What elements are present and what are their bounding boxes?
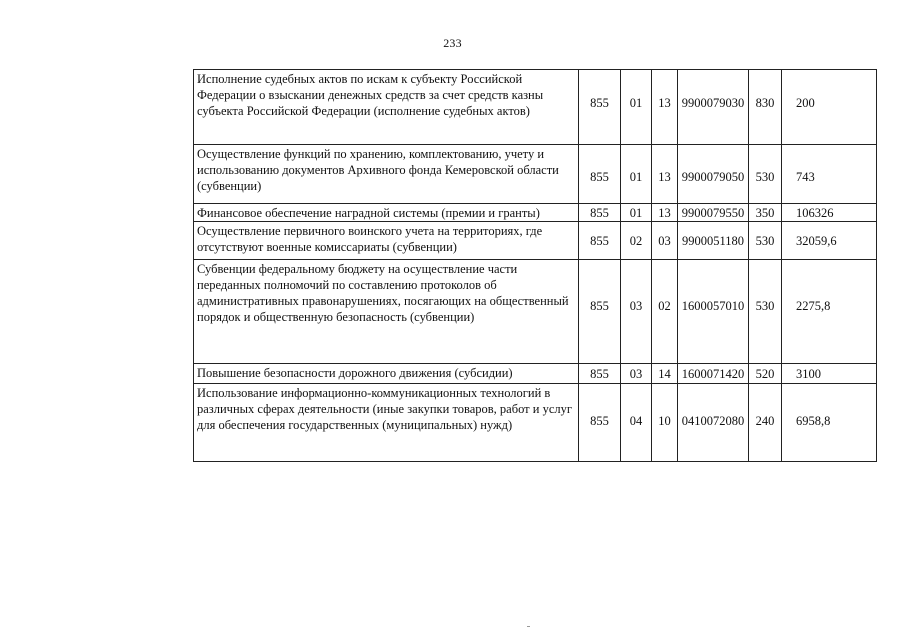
row-description: Субвенции федеральному бюджету на осуществление части переданных полномочий по составлению протоколов об административных правонарушениях, посягающих на общественный порядок и общественную безопасность (субвенции) <box>194 260 579 364</box>
subsection-code: 14 <box>652 364 678 384</box>
subsection-code: 03 <box>652 222 678 260</box>
expense-type-code: 240 <box>749 384 782 462</box>
target-article-code: 0410072080 <box>678 384 749 462</box>
section-code: 03 <box>621 260 652 364</box>
ministry-code: 855 <box>579 145 621 204</box>
ministry-code: 855 <box>579 364 621 384</box>
subsection-code: 13 <box>652 204 678 222</box>
target-article-code: 9900051180 <box>678 222 749 260</box>
section-code: 01 <box>621 70 652 145</box>
subsection-code: 13 <box>652 145 678 204</box>
scan-speck <box>527 626 530 627</box>
table-row <box>194 222 877 260</box>
target-article-code: 1600057010 <box>678 260 749 364</box>
expense-type-code: 350 <box>749 204 782 222</box>
section-code: 02 <box>621 222 652 260</box>
row-description: Финансовое обеспечение наградной системы (премии и гранты) <box>194 204 579 222</box>
ministry-code: 855 <box>579 70 621 145</box>
amount-value: 6958,8 <box>782 384 877 462</box>
table-row <box>194 364 877 384</box>
amount-value: 200 <box>782 70 877 145</box>
row-description: Повышение безопасности дорожного движения (субсидии) <box>194 364 579 384</box>
row-description: Осуществление первичного воинского учета на территориях, где отсутствуют военные комиссариаты (субвенции) <box>194 222 579 260</box>
amount-value: 2275,8 <box>782 260 877 364</box>
subsection-code: 10 <box>652 384 678 462</box>
row-description: Исполнение судебных актов по искам к субъекту Российской Федерации о взыскании денежных средств за счет средств казны субъекта Российской Федерации (исполнение судебных актов) <box>194 70 579 145</box>
expense-type-code: 830 <box>749 70 782 145</box>
table-row <box>194 260 877 364</box>
table-row <box>194 204 877 222</box>
section-code: 01 <box>621 145 652 204</box>
target-article-code: 9900079030 <box>678 70 749 145</box>
amount-value: 106326 <box>782 204 877 222</box>
ministry-code: 855 <box>579 204 621 222</box>
target-article-code: 9900079050 <box>678 145 749 204</box>
ministry-code: 855 <box>579 260 621 364</box>
expense-type-code: 530 <box>749 222 782 260</box>
section-code: 01 <box>621 204 652 222</box>
table-row <box>194 145 877 204</box>
expense-type-code: 520 <box>749 364 782 384</box>
target-article-code: 1600071420 <box>678 364 749 384</box>
page-number: 233 <box>443 36 462 50</box>
ministry-code: 855 <box>579 222 621 260</box>
table-row <box>194 70 877 145</box>
section-code: 04 <box>621 384 652 462</box>
expense-type-code: 530 <box>749 260 782 364</box>
row-description: Осуществление функций по хранению, комплектованию, учету и использованию документов Архивного фонда Кемеровской области (субвенции) <box>194 145 579 204</box>
amount-value: 32059,6 <box>782 222 877 260</box>
amount-value: 743 <box>782 145 877 204</box>
amount-value: 3100 <box>782 364 877 384</box>
budget-table <box>193 69 877 462</box>
row-description: Использование информационно-коммуникационных технологий в различных сферах деятельности (иные закупки товаров, работ и услуг для обеспечения государственных (муниципальных) нужд) <box>194 384 579 462</box>
target-article-code: 9900079550 <box>678 204 749 222</box>
table-row <box>194 384 877 462</box>
section-code: 03 <box>621 364 652 384</box>
subsection-code: 02 <box>652 260 678 364</box>
ministry-code: 855 <box>579 384 621 462</box>
expense-type-code: 530 <box>749 145 782 204</box>
subsection-code: 13 <box>652 70 678 145</box>
